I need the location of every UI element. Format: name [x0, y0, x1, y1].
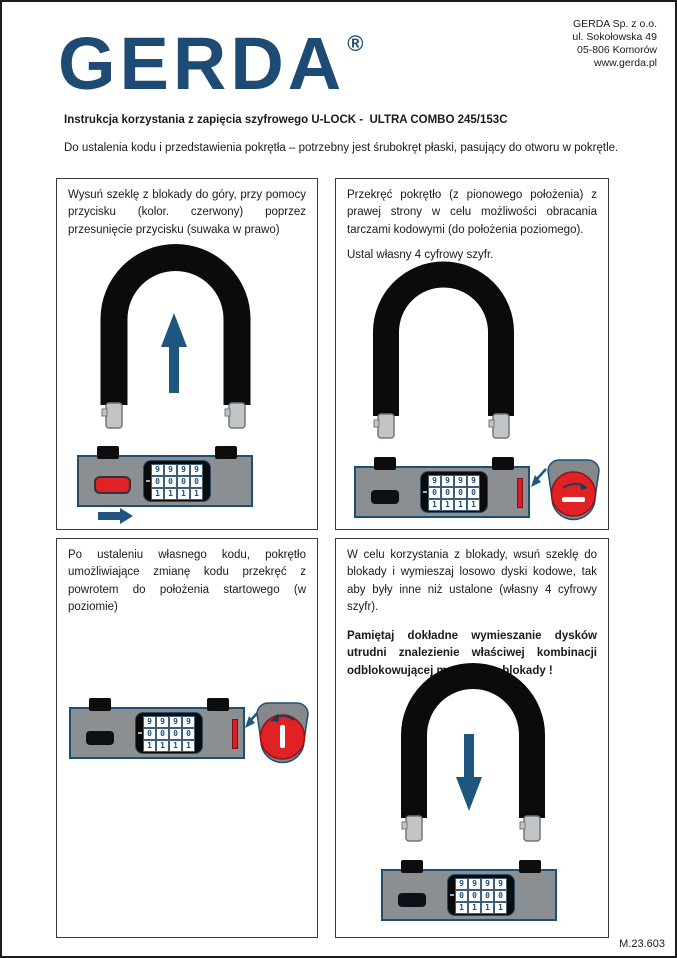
down-arrow-icon	[456, 734, 482, 811]
dial-digit: 0	[455, 488, 466, 498]
dial-digit: 0	[495, 891, 506, 901]
slide-right-arrow-icon	[98, 508, 133, 524]
dial-index-mark	[146, 480, 150, 482]
red-release-button	[94, 476, 131, 494]
dial-digit: 9	[183, 717, 194, 727]
shackle-hole	[215, 446, 237, 459]
dial-digit: 9	[191, 465, 202, 475]
code-knob	[552, 472, 596, 516]
rotate-back-arrow-icon	[270, 714, 294, 722]
dial-digit: 9	[469, 879, 480, 889]
code-dial	[135, 712, 203, 754]
dial-digit: 1	[165, 489, 176, 499]
dial-digit: 1	[468, 500, 479, 510]
page-title: Instrukcja korzystania z zapięcia szyfrowego U-LOCK - ULTRA COMBO 245/153C	[64, 114, 508, 126]
dial-digit: 0	[183, 729, 194, 739]
dial-digit: 9	[429, 476, 440, 486]
shackle-tip	[225, 403, 245, 428]
panel-text: Po ustaleniu własnego kodu, pokrętło umożliwiające zmianę kodu przekręć z powrotem do położenia startowego (w poziomie)	[68, 549, 306, 613]
dial-digits	[456, 879, 506, 913]
shackle	[114, 258, 237, 405]
knob-housing	[257, 703, 308, 763]
code-dial	[447, 874, 515, 916]
dial-digit: 1	[495, 903, 506, 913]
dial-digits	[152, 465, 202, 499]
release-button	[398, 893, 426, 907]
code-knob	[261, 715, 305, 759]
knob-housing	[548, 460, 599, 520]
dial-digit: 0	[468, 488, 479, 498]
document-code: M.23.603	[619, 938, 665, 950]
knob-slot-horizontal	[562, 497, 585, 502]
panel-warning-text: Pamiętaj dokładne wymieszanie dysków utrudni znalezienie właściwej kombinacji odblokowującej mechanizm blokady !	[347, 630, 597, 677]
dial-index-mark	[138, 732, 142, 734]
dial-digit: 9	[482, 879, 493, 889]
pointer-arrow-icon	[531, 469, 546, 487]
dial-index-mark	[423, 491, 427, 493]
dial-digit: 0	[456, 891, 467, 901]
intro-text: Do ustalenia kodu i przedstawienia pokrętła – potrzebny jest śrubokręt płaski, pasujący do otworu w pokrętle.	[64, 142, 619, 154]
dial-digit: 1	[455, 500, 466, 510]
code-dial	[420, 471, 488, 513]
dial-digit: 1	[456, 903, 467, 913]
panel-text: Wysuń szeklę z blokady do góry, przy pomocy przycisku (kolor. czerwony) poprzez przesunięcie przycisku (suwaka w prawo)	[68, 189, 306, 236]
panel-text: W celu korzystania z blokady, wsuń szeklę do blokady i wymieszaj losowo dyski kodowe, tak aby były inne niż ustalone (własny 4 cyfrowy szyfr).	[347, 549, 597, 613]
dial-digit: 0	[170, 729, 181, 739]
dial-digit: 1	[469, 903, 480, 913]
address-line: www.gerda.pl	[593, 57, 657, 69]
dial-digit: 9	[495, 879, 506, 889]
lock-body	[69, 707, 245, 759]
dial-digit: 9	[456, 879, 467, 889]
instruction-panel-1	[56, 178, 318, 530]
shackle	[414, 676, 532, 818]
shackle-hole	[374, 457, 396, 470]
shackle-hole	[97, 446, 119, 459]
release-button	[371, 490, 399, 504]
dial-digit: 1	[157, 741, 168, 751]
dial-digits	[144, 717, 194, 751]
shackle-hole	[519, 860, 541, 873]
pointer-arrow-icon	[245, 710, 260, 728]
dial-digit: 0	[429, 488, 440, 498]
release-button	[86, 731, 114, 745]
logo-text: GERDA	[58, 22, 346, 105]
knob-detail	[257, 703, 308, 763]
address-line: ul. Sokołowska 49	[572, 31, 657, 43]
up-arrow-icon	[161, 313, 187, 393]
dial-digit: 0	[178, 477, 189, 487]
dial-digit: 1	[442, 500, 453, 510]
dial-digit: 1	[152, 489, 163, 499]
dial-digit: 9	[144, 717, 155, 727]
lock-body	[77, 455, 253, 507]
dial-digit: 9	[157, 717, 168, 727]
dial-digit: 9	[178, 465, 189, 475]
shackle-hole	[207, 698, 229, 711]
shackle	[386, 275, 501, 416]
dial-digit: 1	[482, 903, 493, 913]
shackle-tip	[520, 816, 540, 841]
code-dial	[143, 460, 211, 502]
panel-text: Ustal własny 4 cyfrowy szyfr.	[347, 248, 494, 261]
panel-text: Przekręć pokrętło (z pionowego położenia) z prawej strony w celu możliwości obracania tarczami kodowymi (do położenia poziomego).	[347, 189, 597, 236]
lock-body	[381, 869, 557, 921]
knob-detail	[548, 460, 599, 520]
dial-digit: 0	[165, 477, 176, 487]
address-line: GERDA Sp. z o.o.	[572, 18, 657, 30]
gerda-logo	[58, 4, 364, 105]
dial-digit: 0	[144, 729, 155, 739]
dial-digit: 0	[152, 477, 163, 487]
code-knob-marker	[232, 719, 238, 749]
shackle-tip	[489, 414, 509, 438]
shackle-hole	[401, 860, 423, 873]
dial-digit: 1	[178, 489, 189, 499]
shackle-tip	[102, 403, 122, 428]
instruction-panel-4	[335, 538, 609, 938]
lock-body	[354, 466, 530, 518]
dial-digit: 1	[170, 741, 181, 751]
company-address	[572, 18, 657, 70]
code-knob-marker	[517, 478, 523, 508]
registered-trademark-icon: ®	[347, 31, 364, 56]
dial-digit: 9	[468, 476, 479, 486]
dial-digit: 9	[442, 476, 453, 486]
shackle-tip	[402, 816, 422, 841]
instruction-panel-2	[335, 178, 609, 530]
dial-digit: 0	[482, 891, 493, 901]
dial-digits	[429, 476, 479, 510]
dial-digit: 9	[165, 465, 176, 475]
dial-digit: 1	[429, 500, 440, 510]
dial-digit: 0	[442, 488, 453, 498]
dial-digit: 1	[144, 741, 155, 751]
address-line: 05-806 Komorów	[577, 44, 657, 56]
dial-digit: 9	[152, 465, 163, 475]
dial-index-mark	[450, 894, 454, 896]
rotate-arrow-icon	[563, 483, 588, 490]
dial-digit: 0	[191, 477, 202, 487]
instruction-panel-3	[56, 538, 318, 938]
knob-slot-vertical	[280, 725, 285, 748]
dial-digit: 0	[469, 891, 480, 901]
shackle-hole	[89, 698, 111, 711]
dial-digit: 1	[183, 741, 194, 751]
dial-digit: 9	[455, 476, 466, 486]
shackle-hole	[492, 457, 514, 470]
shackle-tip	[374, 414, 394, 438]
dial-digit: 0	[157, 729, 168, 739]
dial-digit: 9	[170, 717, 181, 727]
dial-digit: 1	[191, 489, 202, 499]
